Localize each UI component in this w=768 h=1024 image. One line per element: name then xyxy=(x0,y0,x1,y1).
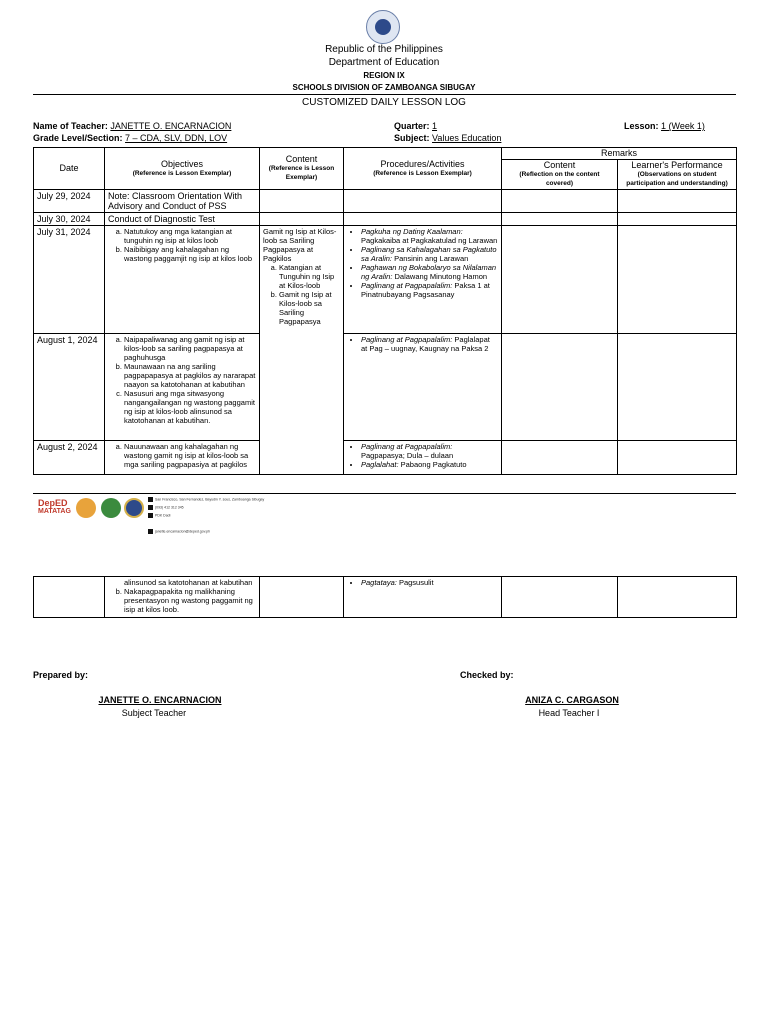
lesson-label: Lesson: xyxy=(624,121,659,131)
procedure-item: • Paglinang at Pagpapalalim: Paglalapat at Pag – uugnay, Kaugnay na Paksa 2 xyxy=(361,335,498,353)
procedures-cell xyxy=(344,226,502,334)
checked-name: ANIZA C. CARGASON xyxy=(525,695,619,705)
objective-item: a. Naipapaliwanag ang gamit ng isip at kilos-loob sa sariling pagpapasya at paghuhusga xyxy=(124,335,256,362)
date-cell: July 29, 2024 xyxy=(34,190,105,213)
contact-phone: (093) 412 312 345 xyxy=(148,505,184,510)
quarter-line xyxy=(394,121,437,131)
content-cell xyxy=(260,226,344,475)
footer-divider xyxy=(33,493,736,494)
prepared-name: JANETTE O. ENCARNACION xyxy=(98,695,222,705)
lesson-log-table xyxy=(33,147,737,475)
division-seal-icon xyxy=(101,498,121,518)
content-item: b. Gamit ng Isip at Kilos-loob sa Sariling Pagpapasya xyxy=(279,290,340,326)
content-intro: Gamit ng Isip at Kilos-loob sa Sariling Pagpapasya at Pagkilos xyxy=(263,227,337,263)
date-cell: July 30, 2024 xyxy=(34,213,105,226)
contact-email: janette.encarnacion@deped.gov.ph xyxy=(148,529,210,534)
header-objectives: Objectives (Reference is Lesson Exemplar) xyxy=(105,148,260,190)
location-icon xyxy=(148,497,153,502)
procedure-item: • Paglalahat: Pabaong Pagkatuto xyxy=(361,460,498,469)
quarter-label: Quarter: xyxy=(394,121,430,131)
deped-wordmark: DepED xyxy=(38,498,68,508)
checked-title: Head Teacher I xyxy=(538,708,600,718)
teacher-line xyxy=(33,121,231,131)
subject-line xyxy=(394,133,501,143)
header-learner-performance: Learner's Performance (Observations on student participation and understanding) xyxy=(618,160,737,190)
teacher-label: Name of Teacher: xyxy=(33,121,108,131)
document-title: CUSTOMIZED DAILY LESSON LOG xyxy=(302,97,466,108)
objective-item: b. Nakapagpapakita ng malikhaning presentasyon ng wastong paggamit ng isip at kilos loob. xyxy=(124,587,256,614)
table-row xyxy=(34,226,737,334)
table-row xyxy=(34,213,737,226)
procedure-item: • Pagtataya: Pagsusulit xyxy=(361,578,498,587)
header-republic: Republic of the Philippines xyxy=(325,44,443,55)
contact-facebook: PDK Dadi xyxy=(148,513,170,518)
note-cell: Note: Classroom Orientation With Advisory and Conduct of PSS xyxy=(105,190,260,213)
grade-label: Grade Level/Section: xyxy=(33,133,123,143)
date-cell: July 31, 2024 xyxy=(34,226,105,334)
subject-value: Values Education xyxy=(432,133,502,143)
prepared-title: Subject Teacher xyxy=(121,708,187,718)
grade-line xyxy=(33,133,227,143)
quarter-value: 1 xyxy=(432,121,438,131)
facebook-icon xyxy=(148,513,153,518)
header-remarks: Remarks xyxy=(502,148,737,160)
header-remarks-content: Content (Reflection on the content covered) xyxy=(502,160,618,190)
procedures-cell xyxy=(344,334,502,441)
date-cell: August 2, 2024 xyxy=(34,441,105,475)
table-row xyxy=(34,334,737,441)
procedure-item: • Pagkuha ng Dating Kaalaman: Pagkakaiba at Pagkakatulad ng Larawan xyxy=(361,227,498,245)
school-seal-icon xyxy=(124,498,144,518)
procedure-item: • Paglinang sa Kahalagahan sa Pagkatuto sa Aralin: Pansinin ang Larawan xyxy=(361,245,498,263)
deped-seal-icon xyxy=(366,10,400,44)
header-department: Department of Education xyxy=(328,57,440,68)
procedure-item: • Paghawan ng Bokabolaryo sa Nilalaman ng Aralin: Dalawang Minutong Hamon xyxy=(361,263,498,281)
objectives-cell xyxy=(105,334,260,441)
objectives-cell xyxy=(105,441,260,475)
table-row xyxy=(34,577,737,618)
objective-continuation: alinsunod sa katotohanan at kabutihan xyxy=(124,578,253,587)
header-content: Content (Reference is Lesson Exemplar) xyxy=(260,148,344,190)
header-date: Date xyxy=(34,148,105,190)
objectives-cell xyxy=(105,226,260,334)
procedure-item: • Paglinang at Pagpapalalim: Pagpapasya; Dula – dulaan xyxy=(361,442,498,460)
continuation-table xyxy=(33,576,737,618)
checked-by-label: Checked by: xyxy=(460,670,514,680)
objective-item: b. Maunawaan na ang sariling pagpapapasya at pagkilos ay nararapat naayon sa katotohanan at kabutihan xyxy=(124,362,256,389)
teacher-value: JANETTE O. ENCARNACION xyxy=(110,121,232,131)
grade-value: 7 – CDA, SLV, DDN, LOV xyxy=(125,133,228,143)
header-division: SCHOOLS DIVISION OF ZAMBOANGA SIBUGAY xyxy=(292,83,476,92)
subject-label: Subject: xyxy=(394,133,430,143)
objective-item: b. Naibibigay ang kahalagahan ng wastong paggamjit ng isip at kilos loob xyxy=(124,245,256,263)
date-cell: August 1, 2024 xyxy=(34,334,105,441)
matatag-wordmark: MATATAG xyxy=(38,508,71,515)
note-cell: Conduct of Diagnostic Test xyxy=(105,213,260,226)
bagong-pilipinas-logo-icon xyxy=(76,498,96,518)
procedures-cell xyxy=(344,441,502,475)
prepared-by-label: Prepared by: xyxy=(33,670,89,680)
objective-item: a. Natutukoy ang mga katangian at tunguhin ng isip at kilos loob xyxy=(124,227,256,245)
objectives-cell xyxy=(105,577,260,618)
header-procedures: Procedures/Activities (Reference is Lesson Exemplar) xyxy=(344,148,502,190)
objective-item: a. Nauunawaan ang kahalagahan ng wastong gamit ng isip at kilos-loob sa mga sariling pagpapasiya at pagkilos xyxy=(124,442,256,469)
header-divider xyxy=(33,94,736,95)
objective-item: c. Nasusuri ang mga sitwasyong nangangailangan ng wastong paggamit ng isip at kilos-loob alinsunod sa katotohanan at kabutihan. xyxy=(124,389,256,425)
lesson-value: 1 (Week 1) xyxy=(661,121,705,131)
deped-logo xyxy=(38,498,71,515)
lesson-line xyxy=(624,121,705,131)
table-row xyxy=(34,190,737,213)
procedure-item: • Paglinang at Pagpapalalim: Paksa 1 at Pinatnubayang Pagsasanay xyxy=(361,281,498,299)
table-row xyxy=(34,441,737,475)
contact-address: San Francisco, San Fernandez, Bayudin Y. sous, Zamboanga Sibugay xyxy=(148,497,264,502)
email-icon xyxy=(148,529,153,534)
procedures-cell xyxy=(344,577,502,618)
phone-icon xyxy=(148,505,153,510)
header-region: REGION IX xyxy=(363,71,405,80)
content-item: a. Katangian at Tunguhin ng Isip at Kilos-loob xyxy=(279,263,340,290)
